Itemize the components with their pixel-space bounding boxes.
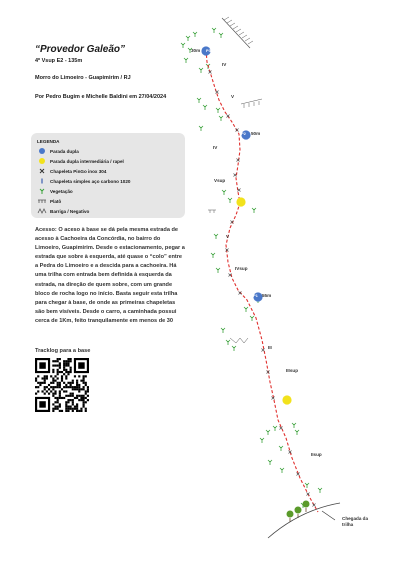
tree-icon — [295, 507, 302, 514]
tree-icon — [268, 460, 272, 465]
legend-label: Parada dupla intermediária / rapel — [50, 158, 124, 164]
tree-icon — [280, 468, 284, 473]
tree-icon — [222, 190, 226, 195]
tree-icon — [244, 307, 248, 312]
ledge-icon — [245, 38, 250, 41]
rappel-station — [236, 197, 245, 206]
pitch-grade-label: IV — [222, 62, 227, 67]
tree-icon — [232, 346, 236, 351]
station-layer — [201, 46, 291, 404]
tree-icon — [214, 234, 218, 239]
pitch-grade-label: IV — [213, 145, 218, 150]
tree-icon — [219, 33, 223, 38]
tree-icon — [216, 108, 220, 113]
bolt-marker — [280, 427, 283, 430]
route-location: Morro do Limoeiro - Guapimirim / RJ — [35, 75, 131, 81]
ledge-icon — [230, 23, 235, 26]
feature-layer — [208, 17, 310, 522]
trail-end-label: Chegada da trilha — [342, 516, 369, 527]
legend-label: Barriga / Negativo — [50, 208, 90, 214]
station-length-label: 50m — [251, 131, 261, 136]
tree-icon — [219, 116, 223, 121]
bolt-marker — [216, 91, 219, 94]
ledge-icon — [236, 29, 241, 32]
ledge-icon — [248, 41, 253, 44]
tree-icon — [212, 28, 216, 33]
access-description: Acesso: O aceso à base se dá pela mesma estrada de acesso à Cachoeira da Concórdia, no bairro do Limoeiro, Guapimirim. Desde o estacionamento, pegar a estrada que sobre à esquerda, até quase o “colo” entre a Pedra do Limoeiro e a descida para a cachoeira. Há uma trilha com entrada bem definida à esquerda da estrada, na direção de quem sobre, com um grande bloco de rocha logo no início. Basta seguir esta trilha para chegar à base, de onde as primeiras chapeletas são bem visíveis. Desde o carro, a caminhada possui cerca de 1Km, feito tranquilamente em menos de 30 — [35, 227, 185, 324]
legend-label: Platô — [50, 198, 62, 204]
route-authors: Por Pedro Bugim e Michelle Baldini em 27/04/2024 — [35, 94, 167, 100]
pitch-grade-label: V — [226, 234, 230, 239]
pitch-grade-label: IIsup — [311, 452, 322, 457]
ledge-icon — [227, 20, 232, 23]
tree-icon — [228, 198, 232, 203]
legend-title: LEGENDA — [37, 139, 60, 144]
tree-icon — [181, 43, 185, 48]
tree-icon — [184, 58, 188, 63]
station-id-label: P3 — [206, 48, 211, 53]
station-length-label: 55m — [262, 293, 272, 298]
trail-ground-line — [268, 503, 340, 538]
legend-label: Vegetação — [50, 188, 73, 194]
station-length-label: 30m — [191, 48, 201, 53]
ledge-icon — [239, 32, 244, 35]
ledge-icon — [208, 210, 216, 213]
tree-icon — [305, 483, 309, 488]
overhang-icon — [230, 338, 248, 343]
tree-icon — [260, 438, 264, 443]
pitch-grade-label: V — [231, 94, 235, 99]
rappel-station — [282, 395, 291, 404]
bolt-marker — [262, 349, 265, 352]
route-grade: 4º Vsup E2 - 135m — [35, 58, 83, 64]
tree-icon — [279, 446, 283, 451]
tree-icon — [318, 488, 322, 493]
legend-label: Parada dupla — [50, 148, 79, 154]
tree-icon — [199, 126, 203, 131]
tree-icon — [303, 501, 310, 508]
ledge-icon — [233, 26, 238, 29]
tree-icon — [193, 32, 197, 37]
ledge-icon — [224, 17, 229, 20]
ledge-icon — [242, 35, 247, 38]
tree-icon — [216, 268, 220, 273]
tree-icon — [203, 105, 207, 110]
tree-icon — [252, 208, 256, 213]
tree-icon — [266, 430, 270, 435]
tree-icon — [250, 316, 254, 321]
tree-icon — [221, 328, 225, 333]
station-id-label: P2 — [241, 131, 246, 136]
legend-label: Chapeleta PinGo inox 304 — [50, 168, 107, 174]
tree-icon — [186, 36, 190, 41]
ledge-icon — [241, 99, 262, 108]
trail-arrow — [322, 511, 335, 520]
tree-icon — [199, 68, 203, 73]
tree-icon — [292, 423, 296, 428]
tree-icon — [197, 98, 201, 103]
pitch-grade-label: Vsup — [214, 178, 226, 183]
pitch-grade-label: IIIsup — [286, 368, 298, 373]
tracklog-label: Tracklog para a base — [35, 348, 91, 354]
tree-icon — [273, 426, 277, 431]
topo-title: “Provedor Galeão” — [35, 44, 126, 55]
tree-icon — [295, 430, 299, 435]
legend-label: Chapeleta simples aço carbono 1020 — [50, 178, 131, 184]
station-id-label: P1 — [253, 293, 258, 298]
pitch-grade-label: IVsup — [235, 266, 248, 271]
tree-icon — [287, 511, 294, 518]
pitch-grade-label: III — [268, 345, 272, 350]
tree-icon — [211, 253, 215, 258]
vegetation-layer — [181, 28, 322, 513]
tree-icon — [226, 340, 230, 345]
ledge-icon — [222, 18, 250, 48]
